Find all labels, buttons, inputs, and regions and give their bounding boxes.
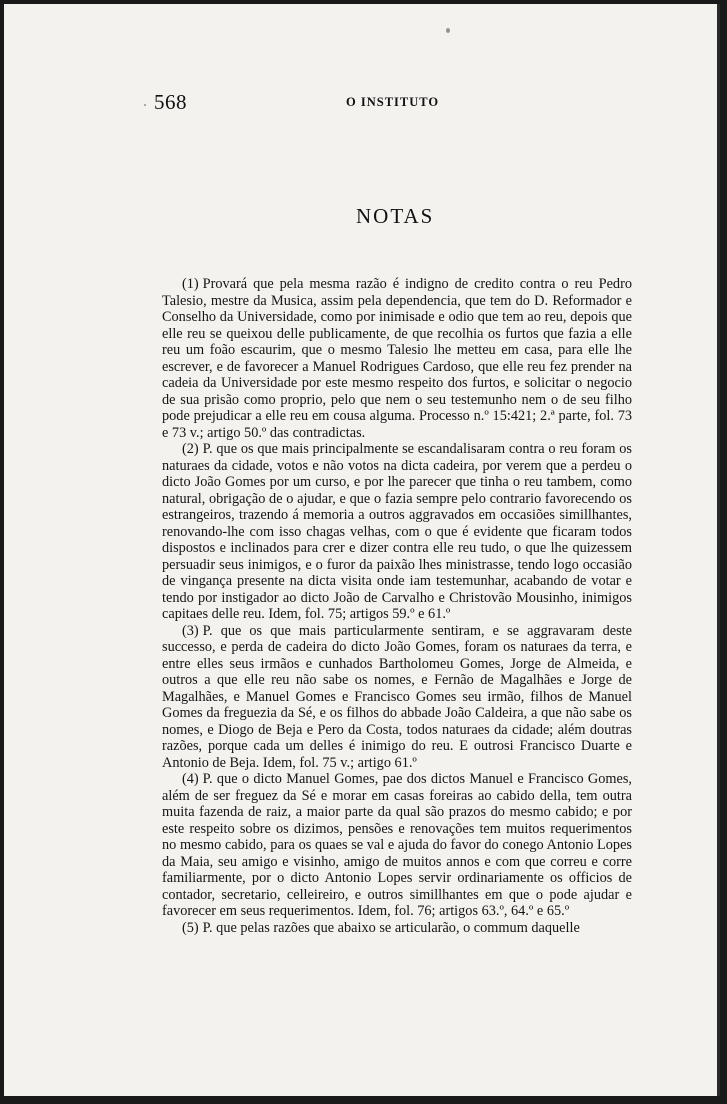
note-text: P. que os que mais principalmente se escandalisaram contra o reu foram os naturaes da cidade, votos e não votos na dicta cadeira, por verem que a perdeu o dicto João Gomes por um curso, e por lhe parecer que tinha o reu tambem, como natural, obrigação de o ajudar, e que o fazia sempre pelo contrario favorecendo os estrangeiros, trazendo á memoria a outros aggravados em occasiões simillhantes, renovando-lhe com isso chagas velhas, com o que é evidente que ficaram todos dispostos e inclinados para crer e dizer contra elle reu tudo, o que lhe quizessem persuadir seus inimigos, e o furor da paixão lhes ministrasse, tendo logo occasião de vingança presente na dicta visita onde iam testemunhar, acabando de votar e tendo por instigador ao dicto João de Carvalho e Christovão Mousinho, inimigos capitaes delle reu. Idem, fol. 75; artigos 59.º e 61.º xyxy=(162,441,632,622)
notes-body xyxy=(162,276,632,936)
page-speck xyxy=(144,104,146,106)
note-marker: (4) xyxy=(182,771,199,787)
page-header xyxy=(154,90,484,114)
note-text: P. que o dicto Manuel Gomes, pae dos dictos Manuel e Francisco Gomes, além de ser freguez da Sé e morar em casas foreiras ao cabido della, tem outra muita fazenda de raiz, a maior parte da qual são prazos do mesmo cabido; e por este respeito sobre os dizimos, pensões e renovações tem muitos requerimentos no mesmo cabido, para os quaes se val e ajuda do favor do conego Antonio Lopes da Maia, seu amigo e visinho, amigo de muitos annos e com que correu e corre familiarmente, por o dicto Antonio Lopes servir ordinariamente os officios de contador, secretario, celleireiro, e outros simillhantes em que o pode ajudar e favorecer em seus requerimentos. Idem, fol. 76; artigos 63.º, 64.º e 65.º xyxy=(162,771,632,919)
note-paragraph xyxy=(162,920,632,937)
note-paragraph xyxy=(162,771,632,920)
note-paragraph xyxy=(162,276,632,441)
note-paragraph xyxy=(162,623,632,772)
running-title: O INSTITUTO xyxy=(346,95,440,109)
note-paragraph xyxy=(162,441,632,623)
note-marker: (2) xyxy=(182,441,199,457)
note-text: P. que os que mais particularmente sentiram, e se aggravaram deste successo, e perda de cadeira do dicto João Gomes, foram os naturaes da terra, e entre elles seus irmãos e cunhados Bartholomeu Gomes, Jorge de Almeida, e outros a que elle reu não sabe os nomes, e Fernão de Magalhães e Jorge de Magalhães, e Manuel Gomes e Francisco Gomes seu irmão, filhos de Manuel Gomes da freguezia da Sé, e os filhos do abbade João Caldeira, a que não sabe os nomes, e Diogo de Beja e Pero da Costa, todos naturaes da cidade; além doutras razões, porque cada um delles é inimigo do reu. E outrosi Francisco Duarte e Antonio de Beja. Idem, fol. 75 v.; artigo 61.º xyxy=(162,622,632,771)
note-text: Provará que pela mesma razão é indigno de credito contra o reu Pedro Talesio, mestre da Musica, assim pela dependencia, que tem do D. Reformador e Conselho da Universidade, como por inimisade e odio que tem ao reu, depois que elle reu se queixou delle publicamente, de que recolhia os furtos que fazia a elle reu um foão escaurim, que o mesmo Talesio lhe metteu em casa, para elle lhe escrever, e de favorecer a Manuel Rodrigues Cardoso, que elle reu fez prender na cadeia da Universidade por este mesmo respeito dos furtos, e solicitar o negocio de sua prisão como proprio, pelo que nem o seu testemunho nem o de seu filho pode prejudicar a elle reu em cousa alguma. Processo n.º 15:421; 2.ª parte, fol. 73 e 73 v.; artigo 50.º das contradictas. xyxy=(162,276,632,441)
section-title: NOTAS xyxy=(356,204,435,228)
book-page xyxy=(4,4,720,1096)
note-marker: (3) xyxy=(182,622,199,639)
note-marker: (5) xyxy=(182,919,199,936)
note-marker: (1) xyxy=(182,276,199,292)
page-speck xyxy=(446,28,450,33)
note-text: P. que pelas razões que abaixo se articularão, o commum daquelle xyxy=(202,919,580,936)
page-number: 568 xyxy=(154,90,187,114)
